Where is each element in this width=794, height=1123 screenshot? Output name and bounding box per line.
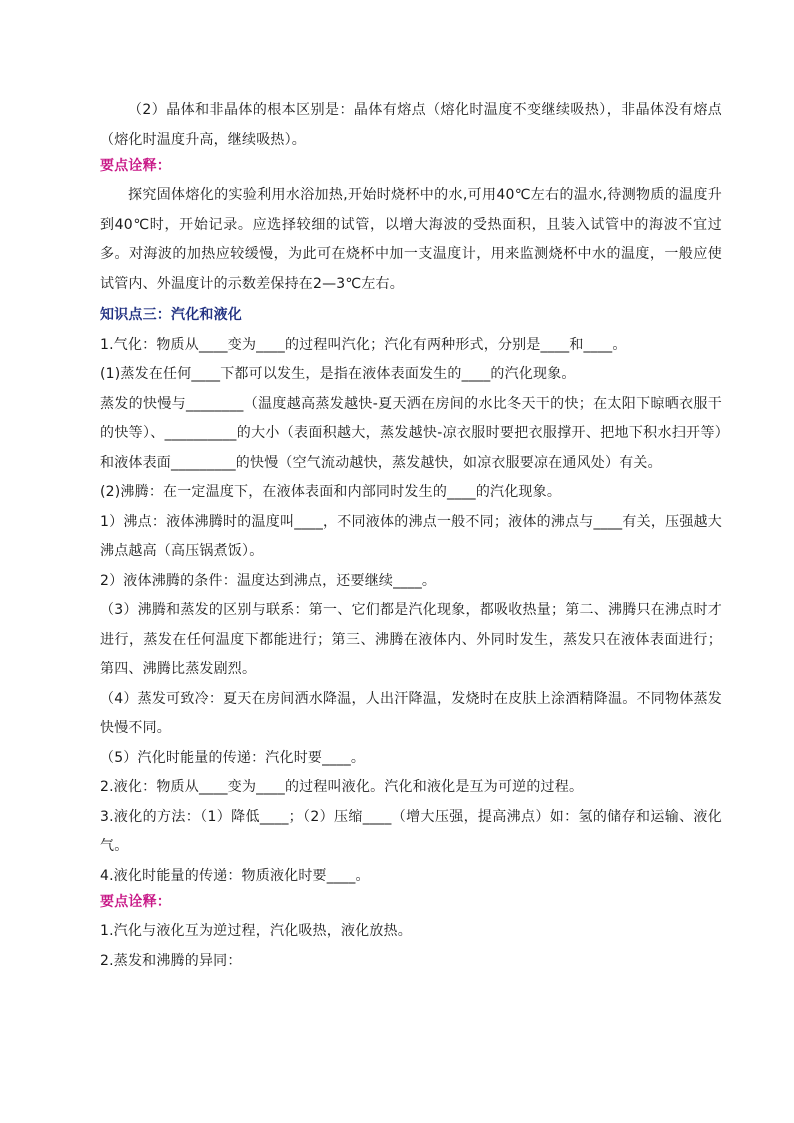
- boiling-conditions-paragraph: 2）液体沸腾的条件：温度达到沸点，还要继续____。: [100, 572, 437, 589]
- liquefaction-energy-paragraph: 4.液化时能量的传递：物质液化时要____。: [100, 867, 370, 884]
- inverse-process-note: 1.汽化与液化互为逆过程，汽化吸热，液化放热。: [100, 923, 412, 939]
- evaporation-definition: (1)蒸发在任何____下都可以发生，是指在液体表面发生的____的汽化现象。: [100, 366, 576, 382]
- evaporation-boiling-comparison-label: 2.蒸发和沸腾的异同：: [100, 952, 242, 969]
- boiling-definition: (2)沸腾：在一定温度下，在液体表面和内部同时发生的____的汽化现象。: [100, 484, 562, 500]
- boiling-point-paragraph: 1）沸点：液体沸腾时的温度叫____，不同液体的沸点一般不同；液体的沸点与____有关，压强越大沸点越高（高压锅煮饭）。: [100, 513, 722, 559]
- vaporization-definition: 1.气化：物质从____变为____的过程叫汽化；汽化有两种形式，分别是____和____。: [100, 336, 627, 353]
- section-heading-vaporization-liquefaction: 知识点三：汽化和液化: [100, 307, 242, 323]
- liquefaction-methods: 3.液化的方法：（1）降低____；（2）压缩____（增大压强，提高沸点）如：氢的储存和运输、液化气。: [100, 808, 722, 854]
- document-content: [100, 96, 722, 976]
- melting-experiment-paragraph: 探究固体熔化的实验利用水浴加热,开始时烧杯中的水,可用40℃左右的温水,待测物质的温度升到40℃时，开始记录。应选择较细的试管，以增大海波的受热面积，且装入试管中的海波不宜过多。对海波的加热应较缓慢，为此可在烧杯中加一支温度计，用来监测烧杯中水的温度，一般应使试管内、外温度计的示数差保持在2—3℃左右。: [100, 187, 722, 292]
- vaporization-energy-paragraph: （5）汽化时能量的传递：汽化时要____。: [100, 749, 366, 766]
- evaporation-rate-factors: 蒸发的快慢与________（温度越高蒸发越快-夏天洒在房间的水比冬天干的快；在太阳下晾晒衣服干的快等）、__________的大小（表面积越大，蒸发越快-凉衣服时要把衣服撑开、把地下积水扫开等）和液体表面_________的快慢（空气流动越快，蒸发越快，如凉衣服要凉在通风处）有关。: [100, 395, 722, 471]
- key-points-heading: 要点诠释：: [100, 158, 171, 174]
- evaporation-cooling-paragraph: （4）蒸发可致冷：夏天在房间洒水降温，人出汗降温，发烧时在皮肤上涂酒精降温。不同物体蒸发快慢不同。: [100, 690, 722, 736]
- boiling-vs-evaporation-paragraph: （3）沸腾和蒸发的区别与联系：第一、它们都是汽化现象，都吸收热量；第二、沸腾只在沸点时才进行，蒸发在任何温度下都能进行；第三、沸腾在液体内、外同时发生，蒸发只在液体表面进行；第四、沸腾比蒸发剧烈。: [100, 602, 722, 677]
- crystal-difference-paragraph: （2）晶体和非晶体的根本区别是：晶体有熔点（熔化时温度不变继续吸热），非晶体没有熔点（熔化时温度升高，继续吸热）。: [100, 102, 722, 148]
- liquefaction-definition: 2.液化：物质从____变为____的过程叫液化。汽化和液化是互为可逆的过程。: [100, 779, 584, 795]
- key-points-heading-2: 要点诠释：: [100, 894, 171, 910]
